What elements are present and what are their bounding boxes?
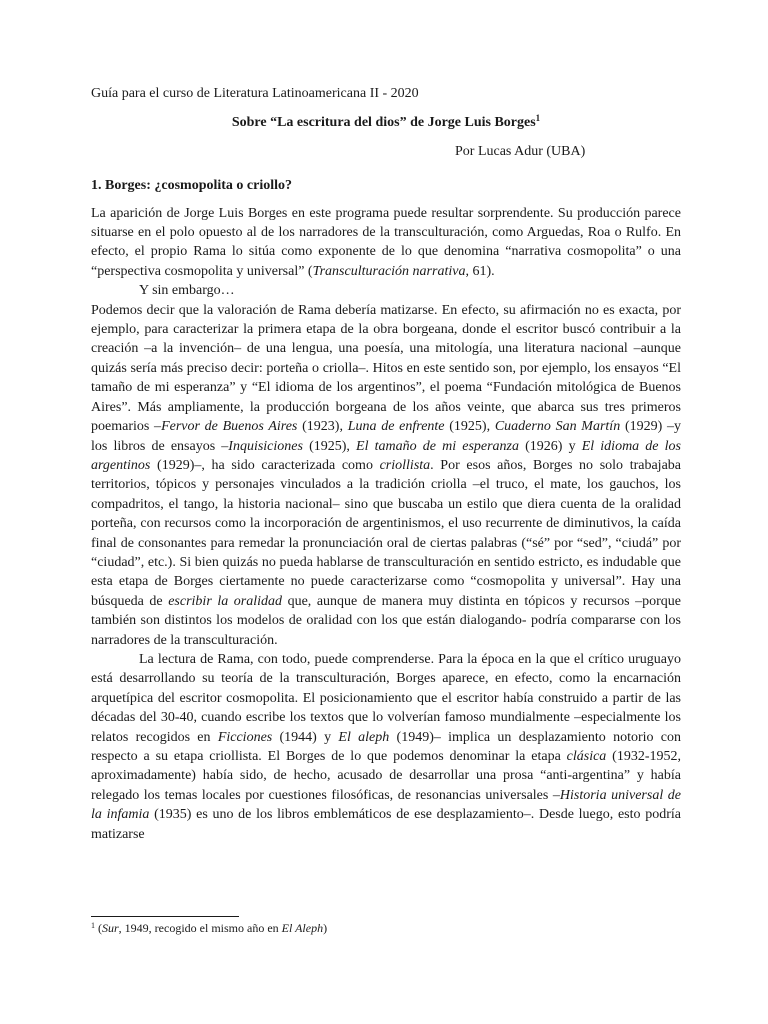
text-run: (1925), — [302, 438, 357, 454]
text-run: (1932-1952, aproximadamente) había sido, de hecho, acusado de desarrollar una prosa “anti-argentina” y había relegado los temas locales por cuestiones filosóficas, de resonancias universales – — [91, 749, 682, 803]
italic-title: Inquisiciones — [228, 438, 303, 454]
paragraph-2: Y sin embargo… — [139, 283, 235, 299]
text-run: . Por esos años, Borges no solo trabajaba territorios, tópicos y personajes vinculados a la tradición criolla –el truco, el mate, los gauchos, los compadritos, el tango, la historia nacional– sino que buscaba un estilo que diera cuenta de la oralidad porteña, con recursos como la incorporación de argentinismos, el uso recurrente de diminutivos, la caída final de consonantes para remedar la pronunciación oral de ciertas palabras (“sé” por “sed”, “ciudá” por “ciudad”, etc.). Si bien quizás no pueda hablarse de transculturación en sentido estricto, es indudable que esta etapa de Borges ciertamente no puede caracterizarse como “cosmopolita y universal”. Hay una búsqueda de — [91, 457, 681, 609]
author-line: Por Lucas Adur (UBA) — [455, 143, 586, 159]
paragraph-4 — [91, 650, 681, 844]
text-run: (1929) –y los libros de ensayos – — [91, 419, 682, 454]
footnote — [91, 920, 681, 936]
footnote-number: 1 — [91, 921, 95, 930]
text-run: (1935) es uno de los libros emblemáticos de ese desplazamiento–. Desde luego, esto podría matizarse — [91, 807, 681, 842]
document-body — [91, 84, 681, 844]
text-run: (1929)–, ha sido caracterizada como — [150, 457, 380, 473]
italic-title: El idioma de los argentinos — [91, 438, 681, 473]
text-run: , 61). — [465, 263, 495, 279]
text-run: (1949)– implica un desplazamiento notorio con respecto a su etapa criollista. El Borges de lo que podemos denominar la etapa — [91, 729, 682, 764]
italic-title: Historia universal de la infamia — [91, 787, 681, 823]
footnote-marker: 1 — [535, 113, 541, 124]
italic-title: Cuaderno San Martín — [494, 419, 621, 435]
italic-title: Sur — [102, 921, 119, 935]
text-run: (1925), — [444, 419, 495, 435]
text-run: La aparición de Jorge Luis Borges en este programa puede resultar sorprendente. Su producción parece situarse en el polo opuesto al de los narradores de la transculturación, como Arguedas, Roa o Rulfo. En efecto, el propio Rama lo sitúa como exponente de lo que denomina “narrativa cosmopolita” o una “perspectiva cosmopolita y universal” ( — [91, 205, 681, 279]
italic-term: clásica — [566, 749, 607, 764]
italic-term: criollista — [379, 457, 431, 473]
italic-term: escribir la oralidad — [168, 593, 283, 609]
italic-title: Luna de enfrente — [347, 419, 445, 435]
paragraph-3 — [91, 301, 681, 650]
section-heading: 1. Borges: ¿cosmopolita o criollo? — [91, 178, 293, 194]
paragraph-1 — [91, 204, 681, 282]
text-run: (1923), — [297, 419, 348, 435]
text-run: , 1949, recogido el mismo año en — [118, 921, 282, 935]
text-run: que, aunque de manera muy distinta en tópicos y recursos –porque también son distintos los modelos de oralidad con los que están dialogando- podría compararse con los narradores de la transculturación. — [91, 593, 682, 648]
footnote-divider — [91, 916, 239, 917]
text-run: (1944) y — [272, 729, 339, 745]
course-guide-line: Guía para el curso de Literatura Latinoamericana II - 2020 — [91, 86, 419, 101]
italic-title: Fervor de Buenos Aires — [161, 419, 298, 435]
italic-title: Transculturación narrativa — [312, 263, 466, 279]
text-run: ( — [98, 921, 102, 935]
italic-title: Ficciones — [217, 729, 273, 745]
document-title — [91, 113, 681, 132]
text-run: Podemos decir que la valoración de Rama debería matizarse. En efecto, su afirmación no es exacta, por ejemplo, para caracterizar la primera etapa de la obra borgeana, donde el escritor buscó contribuir a la creación –a la invención– de una lengua, una poesía, una mitología, una literatura nacional –aunque quizás sería más preciso decir: porteña o criolla–. Hitos en este sentido son, por ejemplo, los ensayos “El tamaño de mi esperanza” y “El idioma de los argentinos”, el poema “Fundación mitológica de Buenos Aires”. Más ampliamente, la producción borgeana de los años veinte, que abarca sus tres primeros poemarios – — [91, 302, 681, 435]
title-text: Sobre “La escritura del dios” de Jorge Luis Borges — [231, 115, 536, 131]
text-run: La lectura de Rama, con todo, puede comprenderse. Para la época en la que el crítico uruguayo está desarrollando su teoría de la transculturación, Borges aparece, en efecto, como la encarnación arquetípica del escritor cosmopolita. El posicionamiento que el escritor había construido a partir de las décadas del 30-40, cuando escribe los textos que lo volverían famoso mundialmente –especialmente los relatos recogidos en — [91, 651, 681, 745]
text-run: (1926) y — [519, 438, 582, 454]
text-run: ) — [323, 921, 328, 935]
italic-title: El Aleph — [281, 921, 324, 935]
italic-title: El aleph — [338, 729, 390, 745]
italic-title: El tamaño de mi esperanza — [356, 438, 519, 454]
